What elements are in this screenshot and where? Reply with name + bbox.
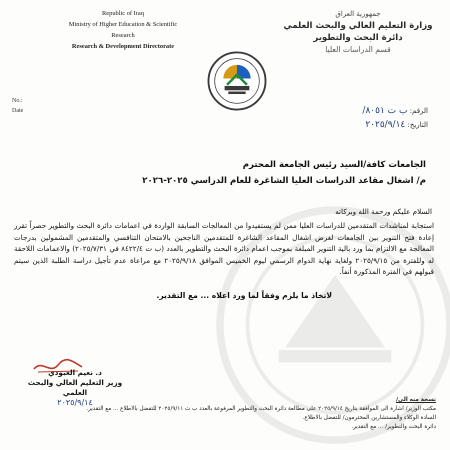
ref-no-label-en: No.: (12, 98, 23, 104)
header-en-line3: Research (111, 32, 135, 39)
header-en-line4: Research & Development Directorate (71, 43, 175, 50)
signer-date: ٢٠٢٥/٩/١٤ (57, 398, 93, 407)
header-ar-line1: جمهورية العراق (335, 10, 381, 18)
ref-no-value: ب ت ٨٠٥١/ (362, 106, 408, 116)
body-paragraph: استجابة لمناشدات المتقدمين للدراسات العليا ممن لم يستفيدوا من المعالجات السابقة الواردة في اعمامات دائرة البحث والتطوير حصراً تقرر إعادة فتح التنوير بين الجامعات لغرض اشغال المقاعد الشاغرة للمتقدمين الناجحين بالامتحان التنافسي والمتقدمين المشمولين بدرجات المعالجة مع الالتزام بما ورد بالية التنوير المبلغة بموجب اعمام دائرة البحث والتطوير بالعدد (ب ت ٨٤٢٢/٤ في ٢٠٢٥/٧/٣١) والاعمامات اللاحقة له وللفترة من ٢٠٢٥/٩/١٥ ولغاية نهاية الدوام الرسمي ليوم الخميس الموافق ٢٠٢٥/٩/١٨ مع مراعاة عدم تأجيل دراسة الطلبة الذين سيتم قبولهم في الفترة المذكورة أنفاً. (14, 221, 434, 277)
signer-title: وزير التعليم العالي والبحث العلمي (27, 378, 123, 397)
reference-english (12, 96, 23, 116)
header-english (28, 8, 218, 52)
header-ar-line3: دائرة البحث والتطوير (313, 33, 403, 43)
addressee: الجامعات كافة/السيد رئيس الجامعة المحترم (242, 160, 426, 170)
copy-item: مكتب الوزير/ اشارة الى الموافقة بتاريخ ٢٠٢٥/٩/١٤ على مطالعة دائرة البحث والتطوير المرفوعة بالعدد ب ت ٢٠٢٥/٩/١١ للتفضل بالاطلاع ... مع التقدير. (86, 406, 436, 412)
copies-section (16, 396, 436, 432)
ref-no-label-ar: الرقم: (409, 107, 428, 115)
copy-item: دائرة البحث والتطوير/ ... مع التقدير. (351, 424, 436, 430)
header-ar-line4: قسم الدراسات العليا (325, 45, 391, 54)
ref-date-value: ٢٠٢٥/٩/١٤ (365, 120, 406, 130)
ref-number-row (362, 104, 428, 118)
header-en-line1: Republic of Iraq (102, 10, 144, 17)
signer-name: د. نعيم العبودي (48, 368, 102, 377)
ref-date-label-ar: التاريخ: (407, 121, 428, 129)
header-ar-line2: وزارة التعليم العالي والبحث العلمي (283, 21, 433, 31)
reference-arabic (362, 104, 428, 132)
copy-item: السادة الوكلاء والمستشارين المحترمون/ للتفضل بالاطلاع. (302, 415, 436, 421)
ref-date-label-en: Date (12, 108, 24, 114)
ref-date-row (362, 118, 428, 132)
subject: م/ اشغال مقاعد الدراسات العليا الشاغرة للعام الدراسي ٢٠٢٥-٢٠٢٦ (142, 176, 426, 186)
copies-heading: نسخة منه الى/ (396, 397, 436, 403)
greeting: السلام عليكم ورحمة الله وبركاته (335, 207, 432, 216)
header-arabic (278, 8, 438, 56)
closing-line: لاتخاذ ما يلزم وفقاً لما ورد اعلاه ... مع التقدير. (156, 291, 332, 300)
header-en-line2: Ministry of Higher Education & Scientific (68, 21, 178, 28)
ministry-logo-icon (206, 50, 268, 112)
